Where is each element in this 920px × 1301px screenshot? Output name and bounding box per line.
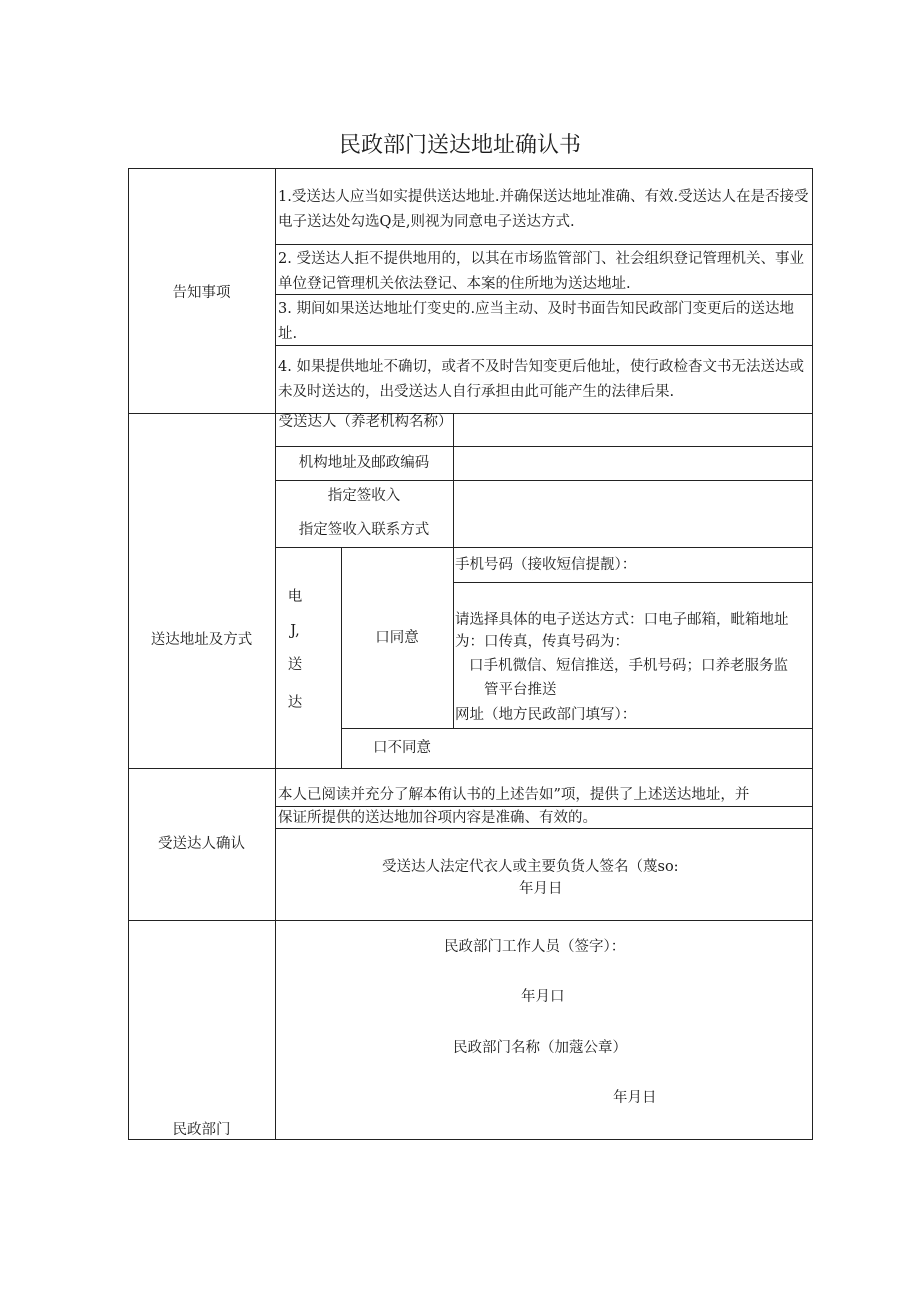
signee-contact-label: 指定签收入联系方式 — [298, 522, 430, 538]
electronic-method-line-3: 口手机微信、短信推送，手机号码；口养老服务监 — [469, 658, 788, 674]
recipient-sign-date: 年月日 — [519, 881, 563, 897]
electronic-method-line-1: 请选择具体的电子送达方式：口电子邮箱，毗箱地址 — [455, 612, 789, 628]
confirm-statement-line-2: 保证所提供的送达地加谷项内容是准确、有效的。 — [278, 810, 597, 826]
phone-divider — [453, 582, 813, 583]
signee-label: 指定签收入 — [327, 488, 401, 504]
disagree-divider — [341, 728, 813, 729]
electronic-label-char-3: 送 — [287, 657, 303, 673]
section-divider-address — [128, 768, 813, 769]
page-title: 民政部门送达地址确认书 — [338, 133, 581, 158]
notice-item-4: 4. 如果提供地址不确切，或者不及时告知变更后他址，使行政检杳文书无法送达或未及时送达的，出受送达人自行承担由此可能产生的法律后果. — [278, 359, 804, 400]
recipient-signature-label: 受送达人法定代衣人或主要负货人签名（蔑so: — [382, 859, 679, 875]
electronic-method-line-4: 管平台推送 — [484, 682, 557, 698]
staff-sign-date: 年月口 — [521, 989, 565, 1005]
confirmation-form-table — [128, 168, 813, 1140]
agree-checkbox[interactable]: 口同意 — [375, 630, 419, 646]
confirm-statement-line-1: 本人已阅读并充分了解本侑认书的上述告如”项，提供了上述送达地址，并 — [278, 787, 750, 803]
signee-input[interactable] — [454, 481, 812, 547]
address-divider-3 — [275, 547, 813, 548]
table-border-left — [128, 168, 129, 1140]
notice-item-2: 2. 受送达人拒不提供地用的，以其在市场监管部门、社会组织登记管理机关、事业单位登记管理机关依法登记、本案的住所地为送达地址. — [278, 251, 804, 292]
recipient-input[interactable] — [454, 414, 812, 446]
phone-field-label: 手机号码（接收短信提靓）： — [455, 557, 637, 573]
seal-date: 年月日 — [613, 1090, 657, 1106]
table-border-top — [128, 168, 813, 169]
electronic-label-char-2: J, — [290, 623, 300, 639]
notice-divider-1 — [275, 244, 813, 245]
electronic-method-line-2: 为：口传真，传真号码为： — [455, 634, 629, 650]
notice-item-1: 1.受送达人应当如实提供送达地址.并确保送达地址准确、有效.受送达人在是否接受电子送达处勾选Q是,则视为同意电子送达方式. — [278, 189, 809, 230]
electronic-label-char-1: 电 — [287, 589, 303, 605]
civil-dept-signature-area[interactable] — [276, 921, 812, 1139]
electronic-label-divider — [341, 547, 342, 768]
disagree-checkbox[interactable]: 口不同意 — [373, 740, 431, 756]
agree-divider — [453, 547, 454, 728]
address-method-label: 送达地址及方式 — [150, 632, 253, 648]
civil-dept-label: 民政部门 — [172, 1122, 231, 1138]
notice-item-3: 3. 期间如果送达地址仃变史的.应当主动、及时书面告知民政部门变更后的送达地址. — [278, 301, 795, 342]
recipient-signature-area[interactable] — [276, 829, 812, 920]
org-address-input[interactable] — [454, 447, 812, 480]
electronic-method-line-5: 网址（地方民政部门填写）： — [455, 707, 637, 723]
notice-label: 告知事项 — [172, 285, 231, 301]
confirm-label: 受送达人确认 — [158, 836, 245, 852]
recipient-label: 受送达人（养老机构名称） — [278, 414, 453, 430]
official-seal-label: 民政部门名称（加蔻公章） — [453, 1040, 627, 1056]
electronic-label-char-4: 达 — [287, 695, 303, 711]
staff-signature-label: 民政部门工作人员（签字）： — [444, 939, 626, 955]
org-address-label: 机构地址及邮政编码 — [298, 455, 430, 471]
